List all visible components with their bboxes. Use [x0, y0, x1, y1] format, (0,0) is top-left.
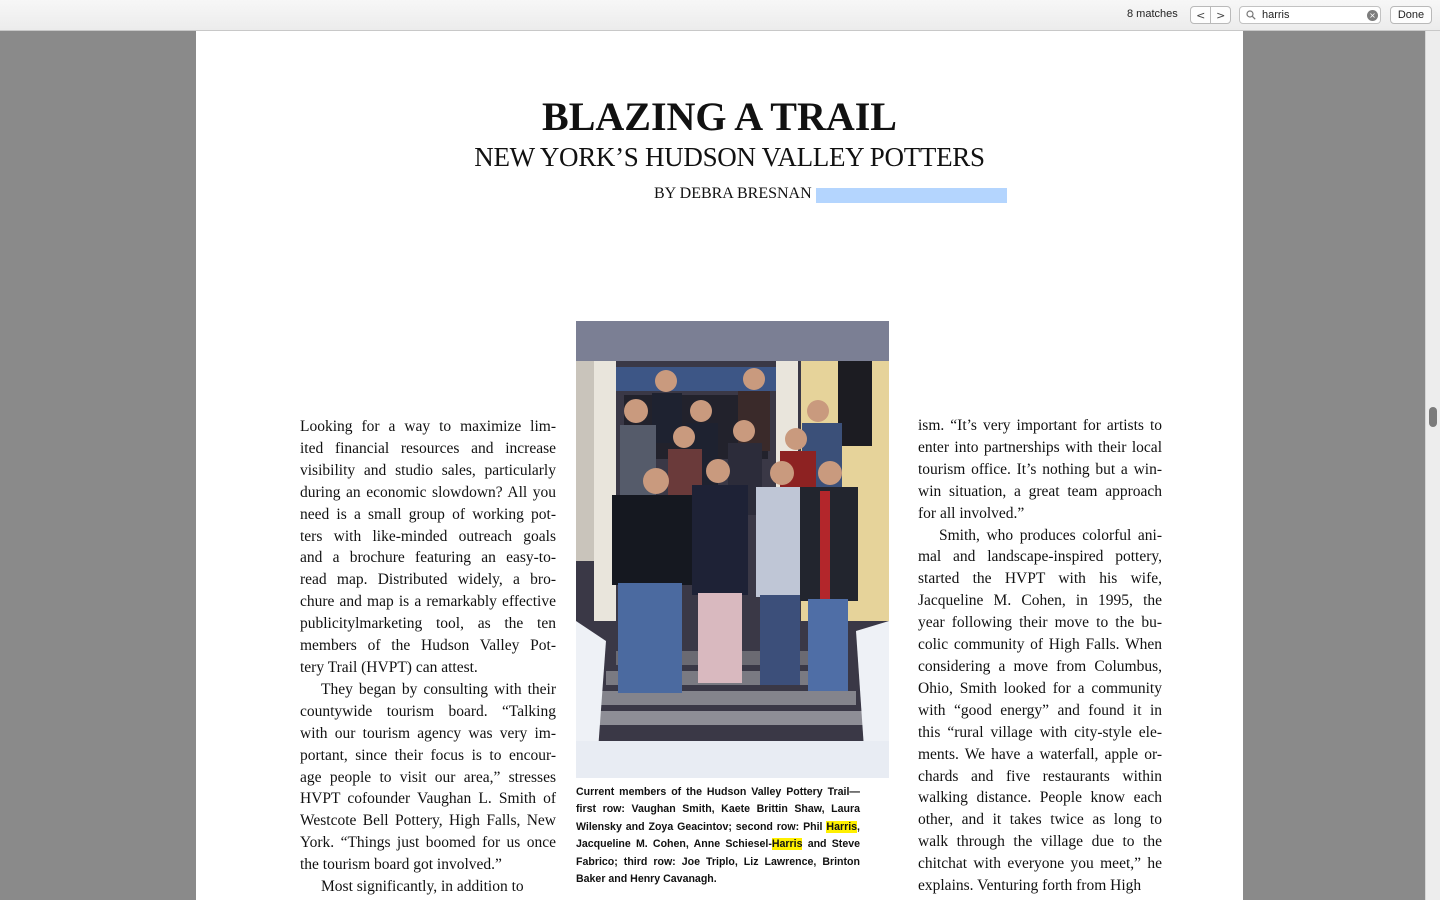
- article-text-line: year following their move to the bu-: [918, 614, 1162, 632]
- article-text-line: started the HVPT with his wife,: [918, 570, 1162, 588]
- caption-line: Fabrico; third row: Joe Triplo, Liz Lawrence, Brinton: [576, 855, 860, 868]
- article-text-line: explains. Venturing forth from High: [918, 877, 1142, 895]
- article-text-line: during an economic slowdown? All you: [300, 483, 556, 501]
- article-text-line: for all involved.”: [918, 504, 1025, 522]
- article-text-line: countywide tourism board. “Talking: [300, 702, 556, 720]
- article-text-line: the tourism board got involved.”: [300, 856, 502, 874]
- caption-text: and Steve: [802, 838, 860, 851]
- search-input[interactable]: [1262, 8, 1362, 22]
- match-count: 8 matches: [1127, 8, 1178, 20]
- article-text-line: need is a small group of working pot-: [300, 505, 556, 523]
- article-text-line: members of the Hudson Valley Pot-: [300, 637, 556, 655]
- group-photo-image: [576, 321, 889, 778]
- article-text-line: mal and landscape-inspired pottery,: [918, 548, 1162, 566]
- article-text-line: colic community of High Falls. When: [918, 636, 1162, 654]
- article-column-right: [918, 415, 1162, 897]
- article-text-line: tourism office. It’s nothing but a win-: [918, 460, 1162, 478]
- article-text-line: and a brochure featuring an easy-to-: [300, 549, 556, 567]
- article-text-line: with our tourism agency was very im-: [300, 724, 556, 742]
- search-match-highlight: Harris: [826, 820, 858, 833]
- article-text-line: Smith, who produces colorful ani-: [939, 526, 1162, 544]
- caption-line: Current members of the Hudson Valley Pottery Trail—: [576, 786, 860, 798]
- article-text-line: York. “Things just boomed for us once: [300, 834, 556, 852]
- vertical-scrollbar[interactable]: [1425, 31, 1440, 900]
- article-text-line: win situation, a great team approach: [918, 482, 1162, 500]
- next-match-button[interactable]: [1210, 7, 1230, 23]
- caption-line: first row: Vaughan Smith, Kaete Brittin Shaw, Laura: [576, 803, 860, 816]
- caption-text: Wilensky and Zoya Geacintov; second row: Phil: [576, 820, 827, 833]
- done-button[interactable]: Done: [1390, 6, 1432, 24]
- caption-text: ,: [857, 820, 860, 833]
- article-text-line: Westcote Bell Pottery, High Falls, New: [300, 812, 556, 830]
- previous-match-button[interactable]: [1191, 7, 1210, 23]
- article-text-line: age people to visit our area,” stresses: [300, 768, 556, 786]
- find-bar: [0, 0, 1440, 31]
- document-viewer[interactable]: [0, 31, 1440, 900]
- group-photo: [576, 321, 889, 778]
- article-text-line: Ohio, Smith looked for a community: [918, 679, 1162, 697]
- chevron-left-icon: <: [1196, 8, 1206, 22]
- article-text-line: chards and five restaurants within: [918, 767, 1162, 785]
- article-text-line: They began by consulting with their: [321, 680, 556, 698]
- search-field[interactable]: [1239, 6, 1381, 24]
- article-text-line: portant, since their focus is to encour-: [300, 746, 556, 764]
- chevron-right-icon: >: [1216, 8, 1226, 22]
- article-subtitle: NEW YORK’S HUDSON VALLEY POTTERS: [474, 142, 985, 172]
- article-text-line: read map. Distributed widely, a bro-: [300, 571, 556, 589]
- article-text-line: publicitylmarketing tool, as the ten: [300, 615, 556, 633]
- article-text-line: considering a move from Columbus,: [918, 657, 1162, 675]
- article-text-line: walk through the village due to the: [918, 833, 1162, 851]
- search-match-highlight: Harris: [771, 838, 803, 851]
- article-text-line: HVPT cofounder Vaughan L. Smith of: [300, 790, 556, 808]
- pdf-page: [196, 31, 1243, 900]
- caption-text: Jacqueline M. Cohen, Anne Schiesel-: [576, 838, 772, 851]
- search-icon: [1246, 10, 1256, 20]
- article-text-line: chure and map is a remarkably effective: [300, 593, 556, 611]
- article-text-line: visibility and studio sales, particularly: [300, 461, 556, 479]
- caption-line: Baker and Henry Cavanagh.: [576, 873, 717, 886]
- caption-line: [576, 836, 860, 853]
- article-text-line: Most significantly, in addition to: [321, 878, 524, 896]
- article-text-line: enter into partnerships with their local: [918, 438, 1162, 456]
- clear-search-icon[interactable]: ×: [1367, 10, 1378, 21]
- article-byline: BY DEBRA BRESNAN: [654, 185, 812, 202]
- article-text-line: chitchat with everyone you meet,” he: [918, 855, 1162, 873]
- article-text-line: ism. “It’s very important for artists to: [918, 417, 1162, 434]
- article-text-line: tery Trail (HVPT) can attest.: [300, 658, 478, 676]
- article-text-line: walking distance. People know each: [918, 789, 1162, 807]
- match-navigation: [1190, 6, 1231, 24]
- article-text-line: ments. We have a waterfall, apple or-: [918, 745, 1162, 763]
- article-text-line: this “rural village with city-style ele-: [918, 723, 1162, 741]
- caption-line: [576, 819, 860, 836]
- article-text-line: ited financial resources and increase: [300, 439, 556, 457]
- article-text-line: ters with like-minded outreach goals: [300, 527, 556, 545]
- article-text-line: other, and it takes twice as long to: [918, 811, 1162, 829]
- article-text-line: Looking for a way to maximize lim-: [300, 418, 556, 435]
- article-column-left: [300, 416, 556, 898]
- article-text-line: Jacqueline M. Cohen, in 1995, the: [918, 592, 1162, 610]
- scrollbar-thumb[interactable]: [1429, 407, 1437, 427]
- photo-caption: [576, 784, 860, 888]
- article-text-line: with “good energy” and found it in: [918, 701, 1162, 719]
- text-selection-highlight: [816, 188, 1007, 203]
- article-title: BLAZING A TRAIL: [542, 94, 897, 139]
